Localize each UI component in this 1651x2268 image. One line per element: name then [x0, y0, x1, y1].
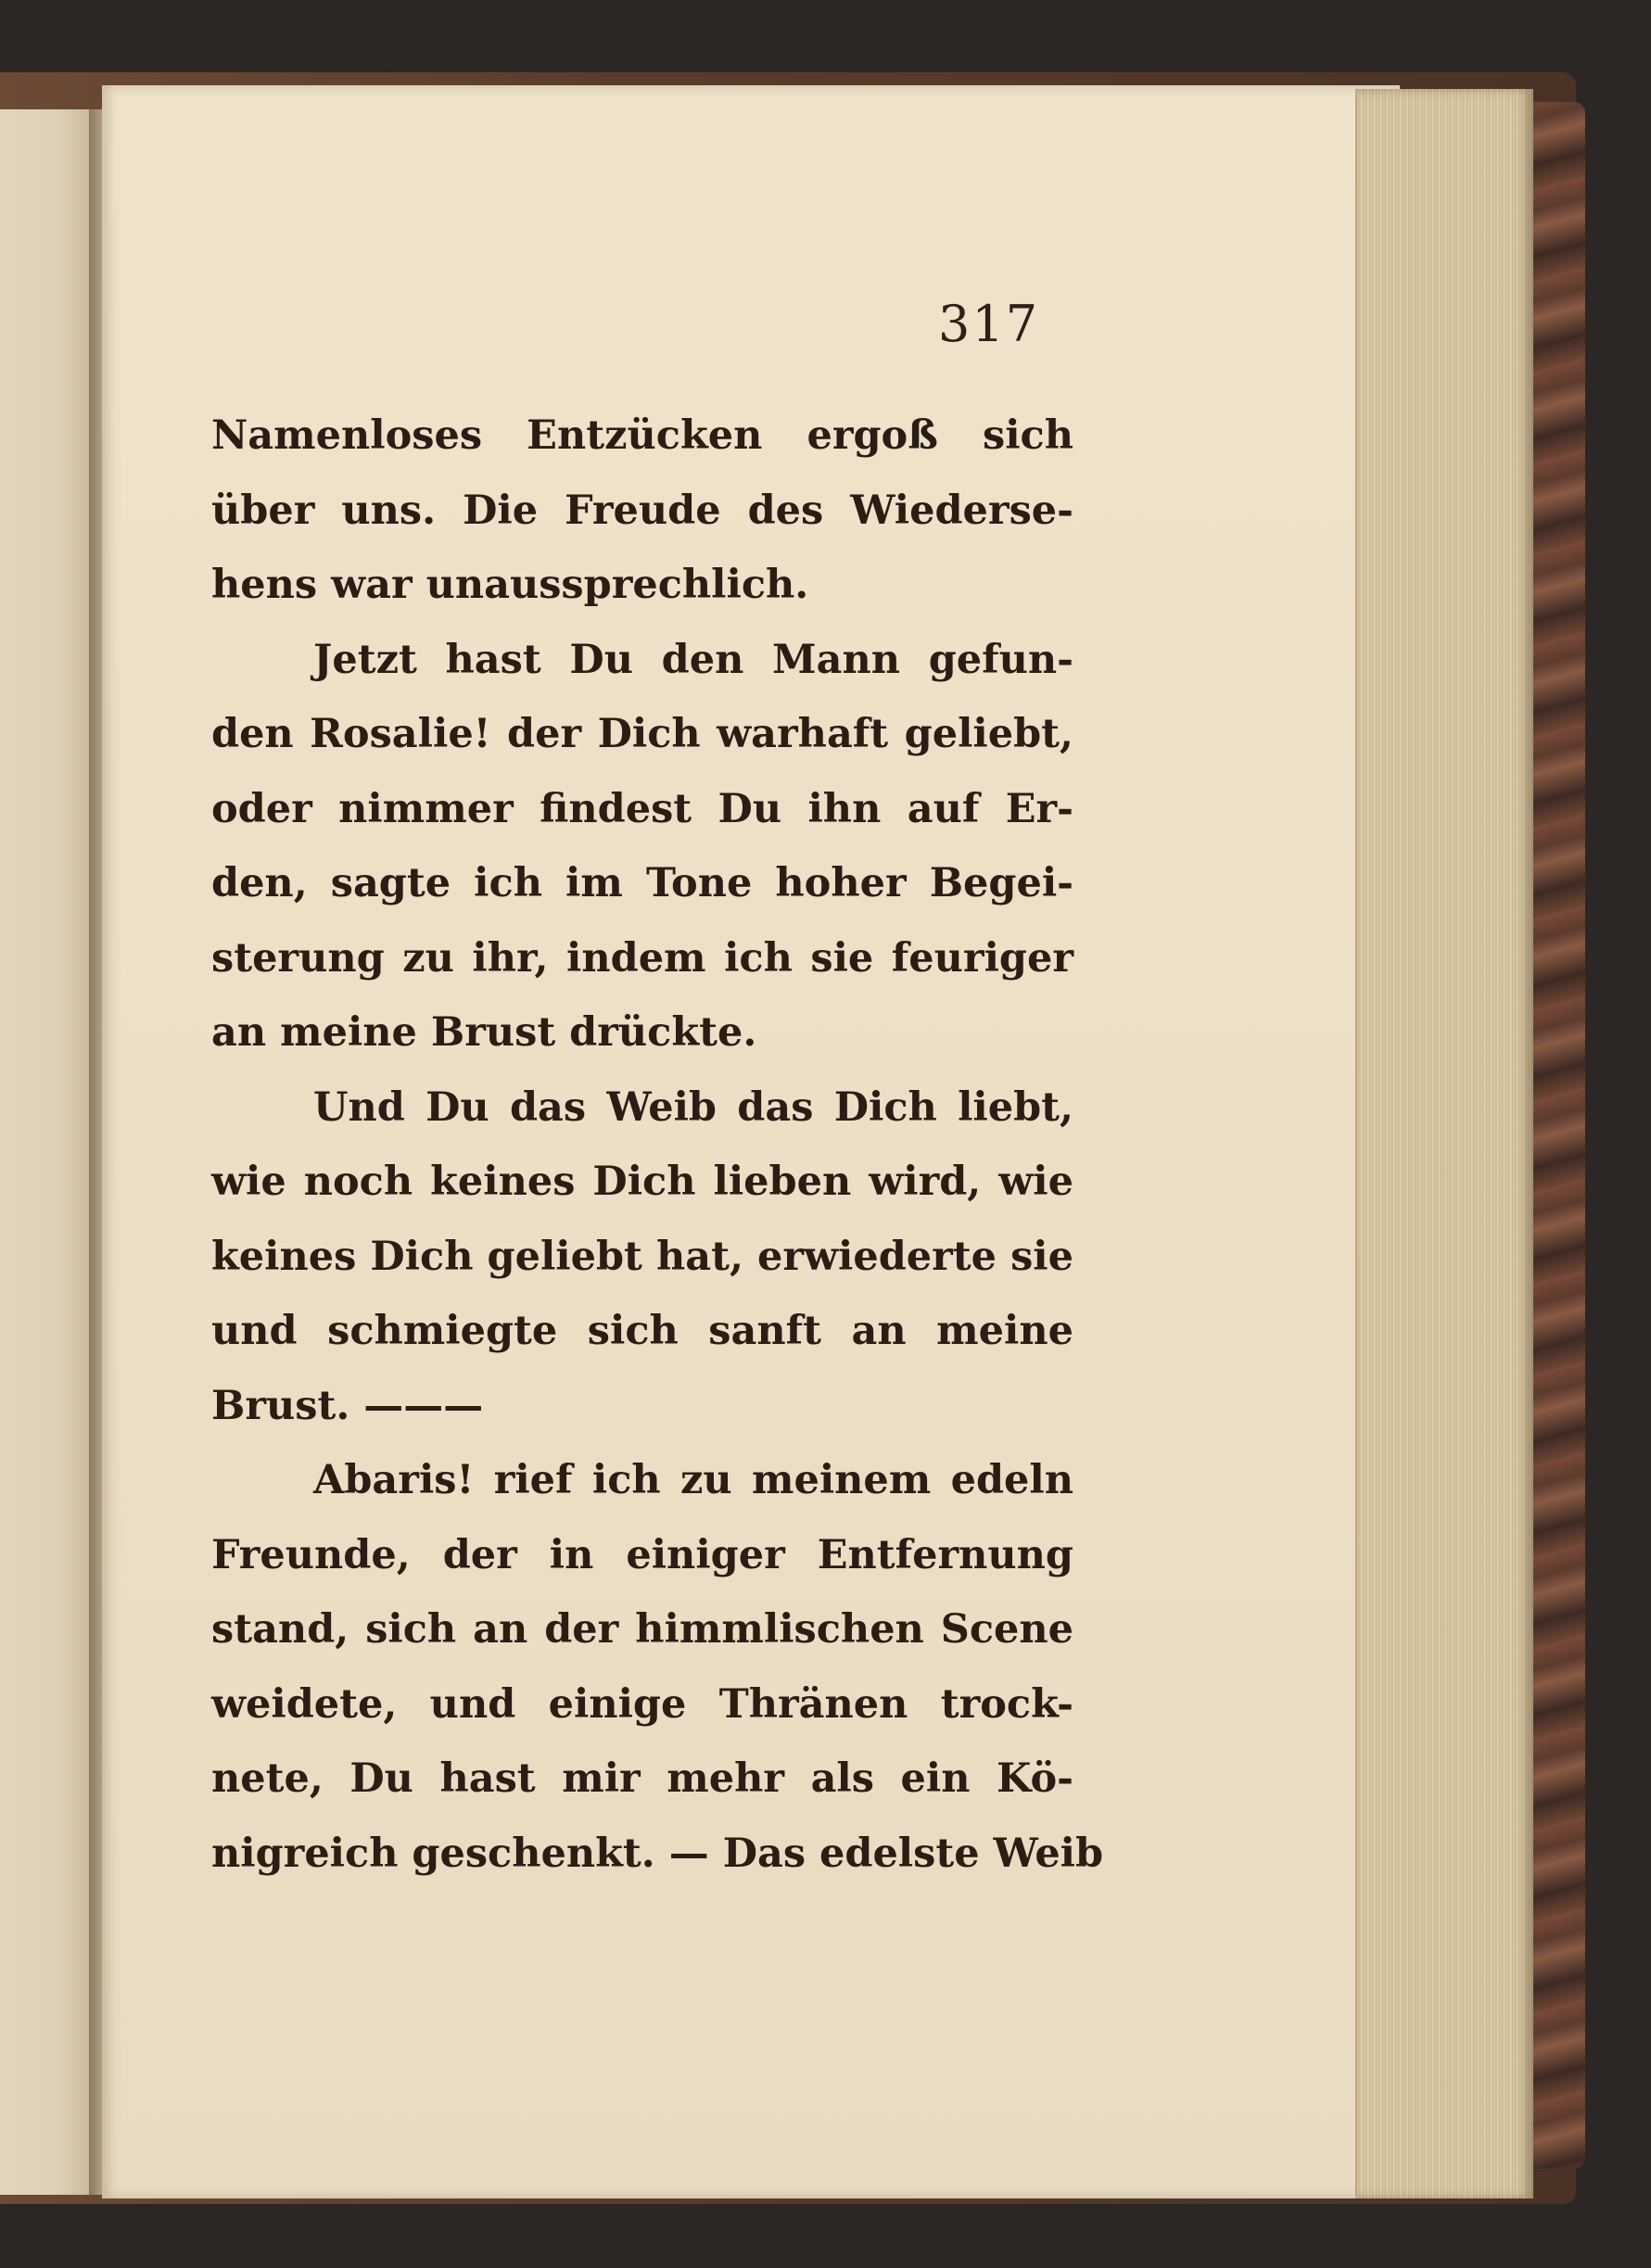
text-line: keines Dich geliebt hat, erwiederte sie — [211, 1233, 1073, 1280]
text-line: weidete, und einige Thränen trock- — [211, 1680, 1073, 1728]
text-line: nigreich geschenkt. — Das edelste Weib — [211, 1830, 1104, 1877]
page-edges — [1355, 89, 1533, 2198]
text-line: und schmiegte sich sanft an meine — [211, 1308, 1073, 1354]
body-text — [211, 399, 1104, 1891]
text-line: über uns. Die Freude des Wiederse- — [211, 487, 1073, 534]
text-line: an meine Brust drückte. — [211, 1009, 757, 1056]
text-line: Und Du das Weib das Dich liebt, — [313, 1083, 1073, 1131]
page-number: 317 — [938, 295, 1040, 353]
text-line: nete, Du hast mir mehr als ein Kö- — [211, 1755, 1073, 1802]
text-line: Brust. ——— — [211, 1382, 484, 1429]
text-line: den, sagte ich im Tone hoher Begei- — [211, 860, 1073, 906]
text-line: den Rosalie! der Dich warhaft geliebt, — [211, 711, 1073, 757]
text-line: sterung zu ihr, indem ich sie feuriger — [211, 934, 1073, 982]
text-line: hens war unaussprechlich. — [211, 562, 809, 608]
text-line: oder nimmer findest Du ihn auf Er- — [211, 785, 1073, 832]
text-line: Namenloses Entzücken ergoß sich — [211, 412, 1073, 459]
left-page — [0, 109, 100, 2195]
text-line: Abaris! rief ich zu meinem edeln — [313, 1457, 1073, 1503]
text-line: Jetzt hast Du den Mann gefun- — [313, 636, 1073, 683]
text-line: stand, sich an der himmlischen Scene — [211, 1606, 1073, 1653]
text-line: Freunde, der in einiger Entfernung — [211, 1531, 1073, 1578]
text-line: wie noch keines Dich lieben wird, wie — [211, 1159, 1073, 1205]
